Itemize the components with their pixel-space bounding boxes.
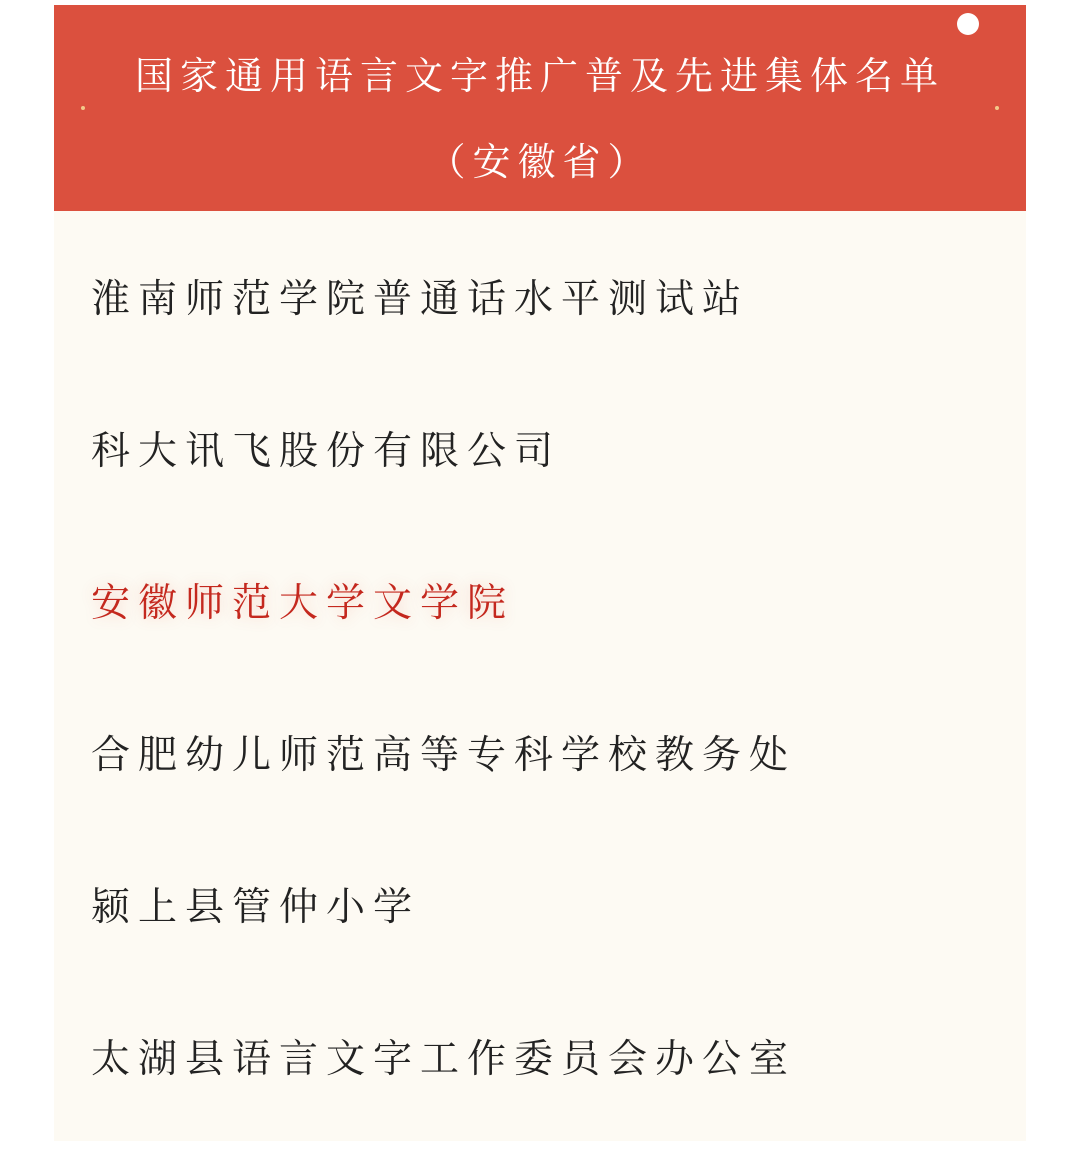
decorative-dot (957, 13, 979, 35)
list-item: 科大讯飞股份有限公司 (91, 429, 562, 474)
page-subtitle: （安徽省） (427, 140, 653, 184)
decorative-dot (81, 106, 85, 110)
list-item: 淮南师范学院普通话水平测试站 (91, 277, 750, 322)
list-item: 合肥幼儿师范高等专科学校教务处 (91, 733, 797, 778)
decorative-dot (995, 106, 999, 110)
list-item: 太湖县语言文字工作委员会办公室 (91, 1037, 797, 1082)
list-item: 颍上县管仲小学 (91, 885, 421, 930)
list-card (54, 5, 1026, 1141)
page-title: 国家通用语言文字推广普及先进集体名单 (134, 54, 945, 98)
list-item-highlighted: 安徽师范大学文学院 (91, 581, 515, 626)
title-banner (54, 5, 1026, 211)
